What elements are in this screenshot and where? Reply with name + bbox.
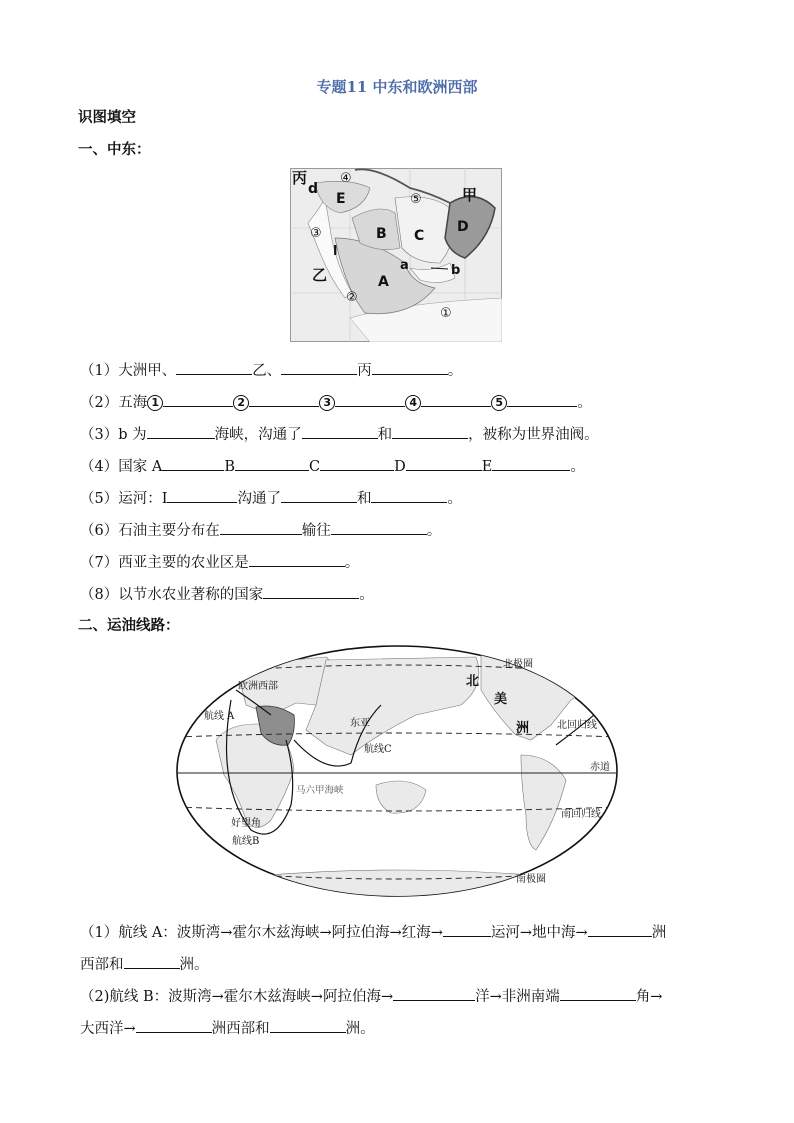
page-title: 专题11 中东和欧洲西部 [316, 78, 478, 96]
answer-blank[interactable] [560, 986, 636, 1001]
middle-east-map [290, 168, 502, 342]
answer-blank[interactable] [162, 456, 224, 471]
label-A: A [378, 274, 389, 290]
answer-blank[interactable] [393, 986, 475, 1001]
section-heading-middle-east: 一、中东： [78, 141, 151, 158]
label-b: b [451, 263, 461, 278]
label-route-a: 航线 A [204, 711, 235, 722]
label-equator: 赤道 [590, 762, 610, 773]
answer-blank[interactable] [167, 488, 237, 503]
question-1-5: （5）运河：I 沟通了 和 。 [80, 487, 462, 508]
label-yi: 乙 [312, 266, 328, 284]
answer-blank[interactable] [263, 584, 359, 599]
circle-number: 5 [491, 395, 507, 411]
circle-number: 3 [319, 395, 335, 411]
question-1-7: （7）西亚主要的农业区是 。 [80, 551, 359, 572]
question-2-2: （2)航线 B：波斯湾→霍尔木兹海峡→阿拉伯海→ 洋→非洲南端 角→ [80, 985, 662, 1006]
answer-blank[interactable] [392, 424, 468, 439]
label-north: 北 [466, 674, 480, 689]
answer-blank[interactable] [443, 922, 491, 937]
question-1-1: （1）大洲甲、 乙、 丙 。 [80, 359, 462, 380]
question-2-1-cont: 西部和 洲。 [80, 953, 209, 974]
question-1-2: （2）五海 1 2 3 4 5 。 [80, 391, 592, 412]
label-europe-west: 欧洲西部 [238, 681, 278, 692]
circle-number: 4 [405, 395, 421, 411]
label-arctic: 北极圈 [503, 659, 533, 670]
label-antarctic: 南极圈 [516, 874, 546, 885]
label-circle-2: ② [346, 290, 358, 305]
question-1-8: （8）以节水农业著称的国家 。 [80, 583, 374, 604]
answer-blank[interactable] [281, 360, 357, 375]
answer-blank[interactable] [302, 424, 378, 439]
label-l: l [333, 244, 338, 259]
question-2-2-cont: 大西洋→ 洲西部和 洲。 [80, 1017, 375, 1038]
label-america: 美 [494, 692, 508, 707]
answer-blank[interactable] [320, 456, 394, 471]
label-B: B [376, 226, 387, 242]
label-d: d [308, 181, 319, 197]
answer-blank[interactable] [331, 520, 427, 535]
label-a: a [400, 258, 409, 273]
label-circle-4: ④ [340, 171, 352, 186]
circle-number: 1 [147, 395, 163, 411]
answer-blank[interactable] [421, 392, 491, 407]
answer-blank[interactable] [335, 392, 405, 407]
question-2-1: （1）航线 A：波斯湾→霍尔木兹海峡→阿拉伯海→红海→ 运河→地中海→ 洲 [80, 921, 666, 942]
answer-blank[interactable] [163, 392, 233, 407]
label-tropic-north: 北回归线 [557, 720, 597, 731]
section-heading-fill: 识图填空 [78, 109, 136, 126]
label-route-c: 航线C [364, 744, 392, 755]
label-circle-5: ⑤ [410, 192, 422, 207]
answer-blank[interactable] [249, 392, 319, 407]
label-circle-3: ③ [310, 226, 322, 241]
oil-route-world-map [176, 645, 618, 898]
label-jia: 甲 [462, 186, 478, 204]
answer-blank[interactable] [124, 954, 180, 969]
label-route-b: 航线B [232, 836, 260, 847]
answer-blank[interactable] [136, 1018, 212, 1033]
answer-blank[interactable] [507, 392, 577, 407]
answer-blank[interactable] [235, 456, 309, 471]
answer-blank[interactable] [147, 424, 215, 439]
answer-blank[interactable] [406, 456, 482, 471]
label-continent: 洲 [516, 721, 530, 736]
label-malacca: 马六甲海峡 [296, 785, 344, 796]
question-1-6: （6）石油主要分布在 输往 。 [80, 519, 441, 540]
label-D: D [457, 219, 469, 235]
question-1-4: （4）国家 A B C D E 。 [80, 455, 585, 476]
answer-blank[interactable] [588, 922, 652, 937]
answer-blank[interactable] [371, 488, 447, 503]
answer-blank[interactable] [249, 552, 345, 567]
label-E: E [336, 191, 346, 207]
answer-blank[interactable] [176, 360, 252, 375]
section-heading-oil-routes: 二、运油线路： [78, 617, 180, 634]
answer-blank[interactable] [270, 1018, 346, 1033]
answer-blank[interactable] [372, 360, 448, 375]
label-bing: 丙 [292, 169, 308, 187]
answer-blank[interactable] [281, 488, 357, 503]
answer-blank[interactable] [492, 456, 570, 471]
label-circle-1: ① [440, 306, 452, 321]
label-good-hope: 好望角 [231, 818, 261, 829]
label-tropic-south: 南回归线 [561, 809, 601, 820]
answer-blank[interactable] [220, 520, 302, 535]
question-1-3: （3）b 为 海峡，沟通了 和 ，被称为世界油阀。 [80, 423, 599, 444]
circle-number: 2 [233, 395, 249, 411]
label-C: C [414, 228, 425, 244]
label-east-asia: 东亚 [350, 718, 370, 729]
